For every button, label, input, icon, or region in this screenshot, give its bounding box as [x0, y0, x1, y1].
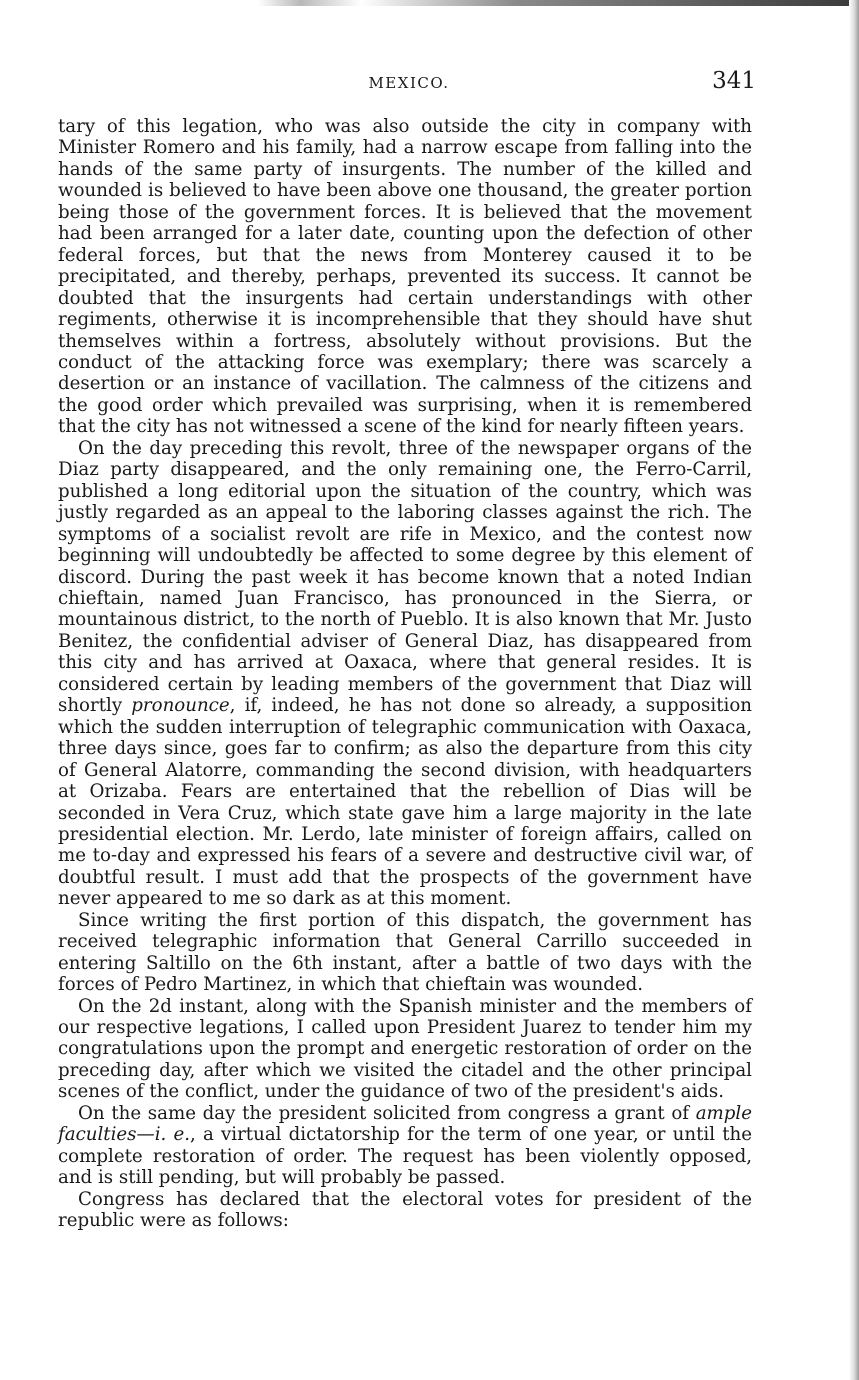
paragraph-text: On the 2d instant, along with the Spanish minister and the members of our respective legations, I called upon President Juarez to tender him my congratulations upon the prompt and energetic restoration of order on the preceding day, after which we visited the citadel and the other principal scenes of the conflict, under the guidance of two of the president's aids. — [58, 995, 752, 1103]
scan-top-edge — [0, 0, 859, 6]
paragraph-text: On the day preceding this revolt, three of the newspaper organs of the Diaz party disappeared, and the only remaining one, the Ferro-Carril, published a long editorial upon the situation of the country, which was justly regarded as an appeal to the laboring classes against the rich. The symptoms of a socialist revolt are rife in Mexico, and the contest now beginning will undoubtedly be affected to some degree by this element of discord. During the past week it has become known that a noted Indian chieftain, named Juan Francisco, has pronounced in the Sierra, or mountainous district, to the north of Pueblo. It is also known that Mr. Justo Benitez, the confidential adviser of General Diaz, has disappeared from this city and has arrived at Oaxaca, where that general resides. It is considered certain by leading members of the government that Diaz will shortly — [58, 437, 752, 717]
paragraph-text: tary of this legation, who was also outside the city in company with Minister Romero and his family, had a narrow escape from falling into the hands of the same party of insurgents. The number of the killed and wounded is believed to have been above one thousand, the greater portion being those of the government forces. It is believed that the movement had been arranged for a later date, counting upon the defection of other federal forces, but that the news from Monterey caused it to be precipitated, and thereby, perhaps, prevented its success. It cannot be doubted that the insurgents had certain understandings with other regiments, otherwise it is incomprehensible that they should have shut themselves within a fortress, absolutely without provisions. But the conduct of the attacking force was exemplary; there was scarcely a desertion or an instance of vacillation. The calmness of the citizens and the good order which prevailed was surprising, when it is remembered that the city has not witnessed a scene of the kind for nearly fifteen years. — [58, 116, 752, 438]
body-text — [58, 116, 752, 1232]
page-number: 341 — [712, 68, 756, 94]
paragraph-text: Congress has declared that the electoral votes for president of the republic were as follows: — [58, 1188, 752, 1232]
paragraph — [58, 910, 752, 996]
paragraph — [58, 438, 752, 910]
italic-text: ample faculties—i. e. — [58, 1102, 752, 1146]
paragraph — [58, 996, 752, 1103]
scan-right-edge — [849, 0, 859, 1380]
paragraph — [58, 116, 752, 438]
paragraph — [58, 1103, 752, 1189]
paragraph-text: , a virtual dictatorship for the term of one year, or until the complete restoration of order. The request has been violently opposed, and is still pending, but will probably be passed. — [58, 1124, 752, 1189]
paragraph-text: On the same day the president solicited from congress a grant of — [78, 1102, 696, 1124]
running-title: MEXICO. — [368, 74, 450, 92]
page-header — [58, 68, 760, 100]
paragraph-text: , if, indeed, he has not done so already, a supposition which the sudden interruption of telegraphic communication with Oaxaca, three days since, goes far to confirm; as also the departure from this city of General Alatorre, commanding the second division, with headquarters at Orizaba. Fears are entertained that the rebellion of Dias will be seconded in Vera Cruz, which state gave him a large majority in the late presidential election. Mr. Lerdo, late minister of foreign affairs, called on me to-day and expressed his fears of a severe and destructive civil war, of doubtful result. I must add that the prospects of the government have never appeared to me so dark as at this moment. — [58, 695, 752, 910]
paragraph — [58, 1189, 752, 1232]
paragraph-text: Since writing the first portion of this dispatch, the government has received telegraphic information that General Carrillo succeeded in entering Saltillo on the 6th instant, after a battle of two days with the forces of Pedro Martinez, in which that chieftain was wounded. — [58, 909, 752, 996]
italic-text: pronounce — [131, 695, 230, 717]
